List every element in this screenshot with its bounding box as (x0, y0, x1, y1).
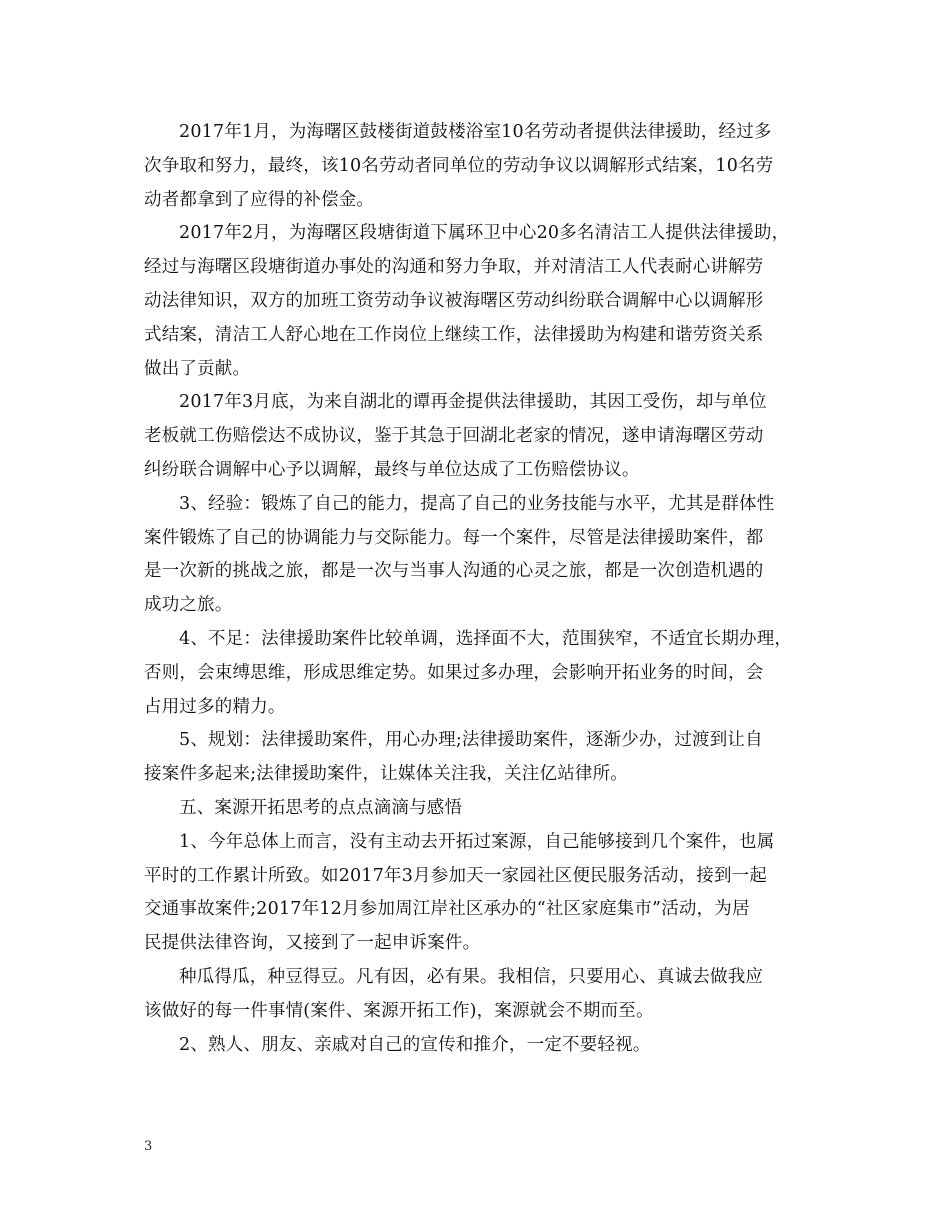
paragraph-line: 平时的工作累计所致。如2017年3月参加天一家园社区便民服务活动，接到一起 (144, 865, 768, 886)
paragraph-line: 做出了贡献。 (144, 358, 251, 379)
paragraph-line: 次争取和努力，最终，该10名劳动者同单位的劳动争议以调解形式结案，10名劳 (144, 155, 774, 176)
paragraph-line: 该做好的每一件事情(案件、案源开拓工作)，案源就会不期而至。 (144, 1000, 654, 1021)
paragraph (144, 826, 812, 961)
paragraph-line: 民提供法律咨询，又接到了一起申诉案件。 (144, 933, 481, 954)
paragraph (144, 1029, 812, 1063)
paragraph-line: 占用过多的精力。 (144, 696, 286, 717)
paragraph-line: 经过与海曙区段塘街道办事处的沟通和努力争取，并对清洁工人代表耐心讲解劳 (144, 257, 764, 278)
paragraph (144, 116, 812, 217)
paragraph (144, 792, 812, 826)
paragraph (144, 217, 812, 386)
paragraph-line: 交通事故案件;2017年12月参加周江岸社区承办的“社区家庭集市”活动，为居 (144, 899, 750, 920)
paragraph-line: 2017年3月底，为来自湖北的谭再金提供法律援助，其因工受伤，却与单位 (179, 392, 767, 413)
paragraph-line: 成功之旅。 (144, 595, 233, 616)
paragraph-line: 式结案，清洁工人舒心地在工作岗位上继续工作，法律援助为构建和谐劳资关系 (144, 324, 764, 345)
paragraph (144, 386, 812, 487)
paragraph-line: 2、熟人、朋友、亲戚对自己的宣传和推介，一定不要轻视。 (179, 1034, 651, 1055)
paragraph-line: 1、今年总体上而言，没有主动去开拓过案源，自己能够接到几个案件，也属 (179, 831, 775, 852)
paragraph-line: 4、不足：法律援助案件比较单调，选择面不大，范围狭窄，不适宜长期办理， (179, 628, 793, 649)
paragraph-line: 是一次新的挑战之旅，都是一次与当事人沟通的心灵之旅，都是一次创造机遇的 (144, 561, 764, 582)
paragraph-line: 否则，会束缚思维，形成思维定势。如果过多办理，会影响开拓业务的时间，会 (144, 662, 764, 683)
paragraph-line: 老板就工伤赔偿达不成协议，鉴于其急于回湖北老家的情况，遂申请海曙区劳动 (144, 426, 764, 447)
page-number: 3 (144, 1139, 153, 1154)
paragraph-line: 五、案源开拓思考的点点滴滴与感悟 (179, 797, 463, 818)
paragraph-line: 3、经验：锻炼了自己的能力，提高了自己的业务技能与水平，尤其是群体性 (179, 493, 775, 514)
paragraph-line: 纠纷联合调解中心予以调解，最终与单位达成了工伤赔偿协议。 (144, 459, 640, 480)
paragraph-line: 动法律知识，双方的加班工资劳动争议被海曙区劳动纠纷联合调解中心以调解形 (144, 290, 764, 311)
paragraph-line: 2017年2月，为海曙区段塘街道下属环卫中心20多名清洁工人提供法律援助， (179, 223, 790, 244)
paragraph (144, 623, 812, 724)
paragraph (144, 724, 812, 792)
document-body (144, 116, 812, 1062)
paragraph-line: 动者都拿到了应得的补偿金。 (144, 189, 375, 210)
paragraph-line: 案件锻炼了自己的协调能力与交际能力。每一个案件，尽管是法律援助案件，都 (144, 527, 764, 548)
paragraph (144, 488, 812, 623)
paragraph (144, 961, 812, 1029)
paragraph-line: 接案件多起来;法律援助案件，让媒体关注我，关注亿站律所。 (144, 764, 628, 785)
paragraph-line: 5、规划：法律援助案件，用心办理;法律援助案件，逐渐少办，过渡到让自 (179, 730, 763, 751)
paragraph-line: 种瓜得瓜，种豆得豆。凡有因，必有果。我相信，只要用心、真诚去做我应 (179, 966, 764, 987)
paragraph-line: 2017年1月，为海曙区鼓楼街道鼓楼浴室10名劳动者提供法律援助，经过多 (179, 122, 772, 142)
